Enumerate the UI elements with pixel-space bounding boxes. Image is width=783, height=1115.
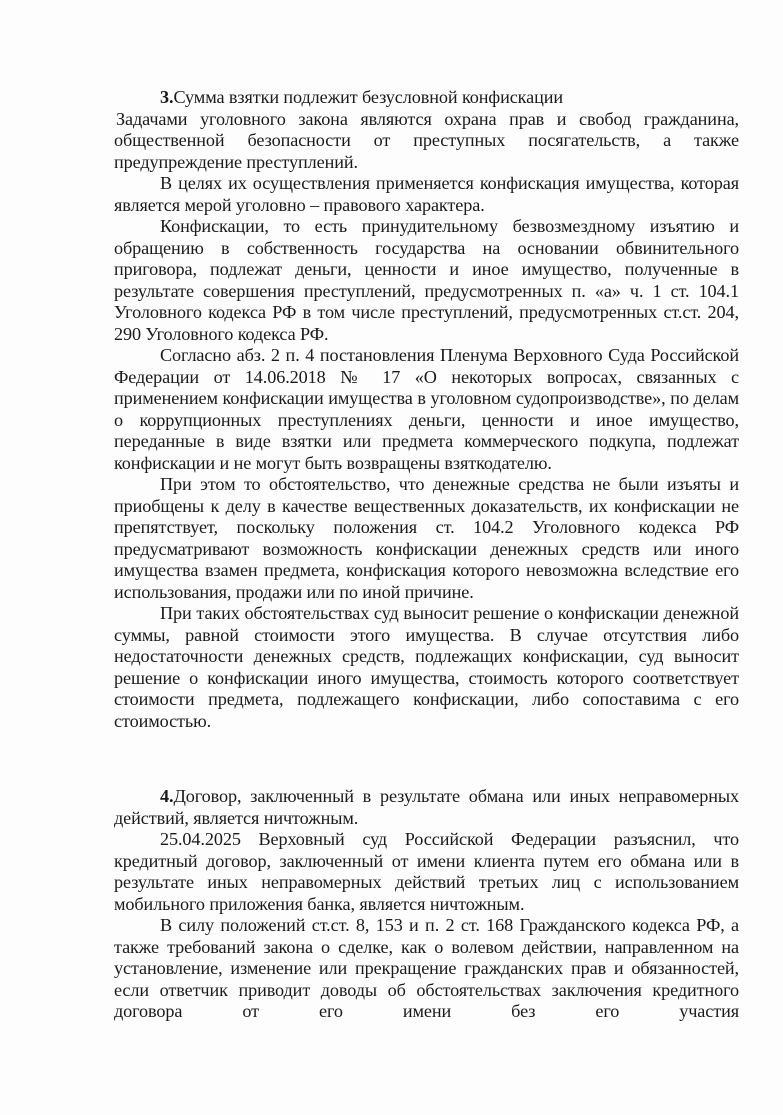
- section-spacer: [114, 732, 739, 786]
- section-4-paragraph: В силу положений ст.ст. 8, 153 и п. 2 ст. 168 Гражданского кодекса РФ, а также требований закона о сделке, как о волевом действии, направленном на установление, изменение или прекращение гражданских прав и обязанностей, если ответчик приводит доводы об обстоятельствах заключения кредитного договора от его имени без его участия: [114, 915, 739, 1021]
- section-3-heading: [114, 87, 739, 109]
- section-3-number: 3.: [160, 87, 174, 107]
- section-3-paragraph: Конфискации, то есть принудительному безвозмездному изъятию и обращению в собственность государства на основании обвинительного приговора, подлежат деньги, ценности и иное имущество, полученные в результате совершения преступлений, предусмотренных п. «а» ч. 1 ст. 104.1 Уголовного кодекса РФ в том числе преступлений, предусмотренных ст.ст. 204, 290 Уголовного кодекса РФ.: [114, 216, 739, 344]
- section-4-number: 4.: [160, 786, 174, 806]
- section-3-paragraph: При таких обстоятельствах суд выносит решение о конфискации денежной суммы, равной стоимости этого имущества. В случае отсутствия либо недостаточности денежных средств, подлежащих конфискации, суд выносит решение о конфискации иного имущества, стоимость которого соответствует стоимости предмета, подлежащего конфискации, либо сопоставима с его стоимостью.: [114, 603, 739, 731]
- section-3-paragraph: Задачами уголовного закона являются охрана прав и свобод гражданина, общественной безопасности от преступных посягательств, а также предупреждение преступлений.: [114, 108, 739, 172]
- section-4-heading: [114, 786, 739, 829]
- section-3-title: Сумма взятки подлежит безусловной конфискации: [173, 87, 564, 107]
- section-4-title: Договор, заключенный в результате обмана или иных неправомерных действий, является ничтожным.: [114, 786, 739, 828]
- section-3-paragraph: При этом то обстоятельство, что денежные средства не были изъяты и приобщены к делу в качестве вещественных доказательств, их конфискации не препятствует, поскольку положения ст. 104.2 Уголовного кодекса РФ предусматривают возможность конфискации денежных средств или иного имущества взамен предмета, конфискация которого невозможна вследствие его использования, продажи или по иной причине.: [114, 474, 739, 602]
- section-4-paragraph: 25.04.2025 Верховный суд Российской Федерации разъяснил, что кредитный договор, заключенный от имени клиента путем его обмана или в результате иных неправомерных действий третьих лиц с использованием мобильного приложения банка, является ничтожным.: [114, 829, 739, 914]
- section-3-paragraph: В целях их осуществления применяется конфискация имущества, которая является мерой уголовно – правового характера.: [114, 173, 739, 215]
- section-3-paragraph: Согласно абз. 2 п. 4 постановления Пленума Верховного Суда Российской Федерации от 14.06.2018 № 17 «О некоторых вопросах, связанных с применением конфискации имущества в уголовном судопроизводстве», по делам о коррупционных преступлениях деньги, ценности и иное имущество, переданные в виде взятки или предмета коммерческого подкупа, подлежат конфискации и не могут быть возвращены взяткодателю.: [114, 345, 739, 473]
- document-body: [114, 87, 739, 1023]
